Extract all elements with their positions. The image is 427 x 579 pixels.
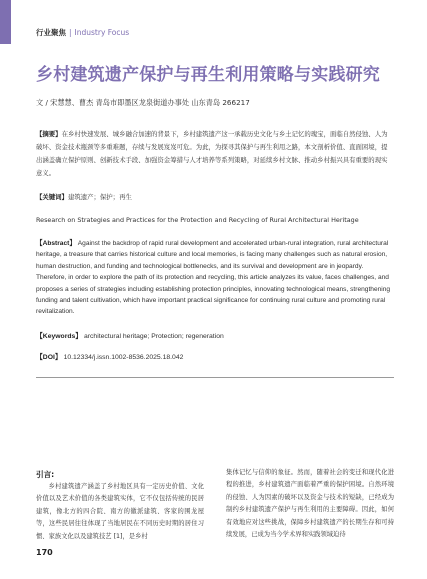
keywords-en-label: 【Keywords】 xyxy=(36,333,83,340)
abstract-cn xyxy=(36,128,392,180)
doi xyxy=(36,351,183,361)
body-column-left: 乡村建筑遗产涵盖了乡村地区具有一定历史价值、文化价值以及艺术价值的各类建筑实体，它不仅包括传统的民居建筑，像北方的四合院、南方的徽派建筑、客家的围龙屋等，这些民居往往体现了当地居民在不同历史时期的居住习惯、家族文化以及建筑技艺 [1]，是乡村 xyxy=(36,483,204,540)
section-label-cn: 行业聚焦 xyxy=(36,28,66,37)
corner-accent-bar xyxy=(0,0,11,44)
abstract-cn-label: 【摘要】 xyxy=(36,130,62,138)
section-separator: | xyxy=(69,28,72,37)
section-label-en: Industry Focus xyxy=(74,28,130,37)
doi-text: 10.12334/j.issn.1002-8536.2025.18.042 xyxy=(63,354,184,361)
keywords-en-text: architectural heritage; Protection; regeneration xyxy=(83,333,224,340)
doi-label: 【DOI】 xyxy=(36,354,62,361)
abstract-cn-text: 在乡村快速发展、城乡融合加速的背景下，乡村建筑遗产这一承载历史文化与乡土记忆的瑰宝，面临自然侵蚀、人为破坏、资金技术瓶颈等多重难题，存续与发展岌岌可危。为此，为探寻其保护与再生利用之路，本文剖析价值、直面困境，提出涵盖确立保护原则、创新技术手段、加强资金筹措与人才培养等系列策略，对延续乡村文脉、推动乡村振兴具有重要的现实意义。 xyxy=(36,130,388,177)
keywords-en xyxy=(36,330,224,340)
section-header xyxy=(36,27,129,38)
english-title: Research on Strategies and Practices for the Protection and Recycling of Rural Architectural Heritage xyxy=(36,216,359,224)
page-number: 170 xyxy=(36,548,53,557)
keywords-cn xyxy=(36,192,132,201)
article-title: 乡村建筑遗产保护与再生利用策略与实践研究 xyxy=(36,65,380,85)
intro-heading: 引言: xyxy=(36,470,55,479)
abstract-en xyxy=(36,238,394,318)
abstract-en-label: 【Abstract】 xyxy=(36,240,76,247)
keywords-cn-text: 建筑遗产；保护；再生 xyxy=(67,193,132,201)
section-divider xyxy=(36,377,394,378)
author-byline: 文 / 宋慧慧、曹杰 青岛市即墨区龙泉街道办事处 山东青岛 266217 xyxy=(36,98,250,107)
abstract-en-text: Against the backdrop of rapid rural development and accelerated urban-rural integration, rural architectural heritage, a treasure that carries historical culture and local memories, is facing many challenges such as natural erosion, human destruction, and funding and technological bottlenecks, and its survival and development are in jeopardy. Therefore, in order to explore the path of its protection and recycling, this article analyzes its value, faces challenges, and proposes a series of strategies including establishing protection principles, innovating technological means, strengthening funding and talent cultivation, which have important practical significance for continuing rural culture and promoting rural revitalization. xyxy=(36,240,391,316)
body-column-right: 集体记忆与信仰的象征。然而，随着社会的变迁和现代化进程的推进，乡村建筑遗产面临着严重的保护困境。自然环境的侵蚀、人为因素的破坏以及资金与技术的短缺，已经成为制约乡村建筑遗产保护与再生利用的主要障碍。因此，如何有效地应对这些挑战，保障乡村建筑遗产的长期生存和可持续发展，已成为当今学术界和实践领域迫待 xyxy=(226,469,394,539)
keywords-cn-label: 【关键词】 xyxy=(36,193,68,201)
